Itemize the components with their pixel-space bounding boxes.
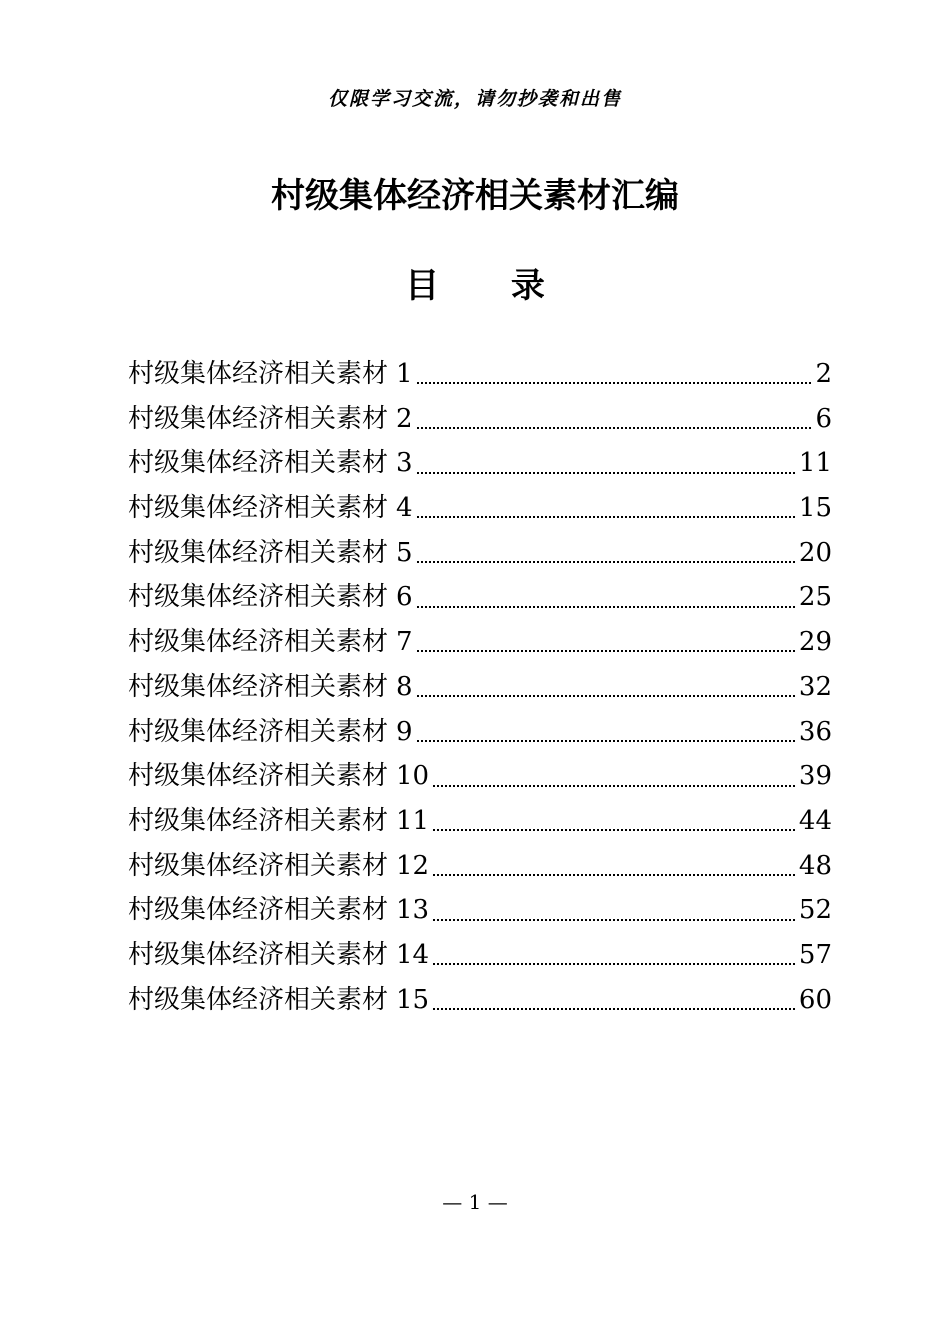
toc-entry-page: 11 (798, 448, 832, 479)
toc-entry-page: 36 (798, 716, 832, 747)
toc-entry[interactable] (128, 978, 832, 1023)
toc-entry-page: 48 (798, 850, 832, 881)
toc-entry-label: 村级集体经济相关素材 (128, 805, 389, 836)
toc-entry-page: 2 (815, 359, 832, 389)
dot-leader (433, 961, 795, 965)
toc-entry[interactable] (128, 620, 832, 665)
table-of-contents (128, 352, 832, 1022)
toc-entry-number: 1 (396, 359, 413, 389)
toc-entry[interactable] (128, 710, 832, 755)
toc-entry-number: 10 (396, 761, 430, 792)
toc-entry-number: 12 (396, 850, 430, 881)
dot-leader (433, 1006, 795, 1010)
dot-leader (433, 783, 795, 787)
toc-entry-number: 2 (396, 403, 413, 434)
toc-entry[interactable] (128, 531, 832, 576)
toc-entry[interactable] (128, 665, 832, 710)
dot-leader (433, 827, 795, 831)
dot-leader (417, 693, 795, 697)
dot-leader (417, 738, 795, 742)
toc-entry-page: 20 (798, 537, 832, 568)
dot-leader (417, 380, 812, 384)
dot-leader (417, 470, 795, 474)
toc-entry-number: 11 (396, 805, 430, 836)
toc-entry-number: 4 (396, 493, 413, 524)
toc-entry[interactable] (128, 844, 832, 889)
toc-entry-page: 32 (798, 671, 832, 702)
toc-entry[interactable] (128, 397, 832, 442)
toc-entry-label: 村级集体经济相关素材 (128, 448, 389, 479)
dot-leader (433, 872, 795, 876)
toc-entry-page: 39 (798, 761, 832, 792)
toc-entry[interactable] (128, 352, 832, 397)
page-number: — 1 — (442, 1190, 508, 1214)
toc-entry-page: 29 (798, 627, 832, 658)
toc-entry[interactable] (128, 799, 832, 844)
toc-heading: 目 录 (405, 266, 575, 306)
toc-entry-number: 9 (396, 716, 413, 747)
toc-entry-label: 村级集体经济相关素材 (128, 984, 389, 1015)
toc-entry-page: 60 (798, 984, 832, 1015)
dot-leader (417, 514, 795, 518)
toc-entry-label: 村级集体经济相关素材 (128, 493, 389, 524)
toc-entry-page: 15 (798, 493, 832, 524)
toc-entry-label: 村级集体经济相关素材 (128, 627, 389, 658)
toc-entry-label: 村级集体经济相关素材 (128, 850, 389, 881)
toc-entry-label: 村级集体经济相关素材 (128, 895, 389, 926)
toc-entry-number: 5 (396, 537, 413, 568)
toc-entry[interactable] (128, 486, 832, 531)
dot-leader (417, 425, 812, 429)
toc-entry[interactable] (128, 888, 832, 933)
toc-entry-number: 6 (396, 582, 413, 613)
toc-entry-label: 村级集体经济相关素材 (128, 403, 389, 434)
toc-entry-number: 13 (396, 895, 430, 926)
toc-entry-number: 15 (396, 984, 430, 1015)
document-title: 村级集体经济相关素材汇编 (271, 176, 679, 216)
toc-entry-page: 25 (798, 582, 832, 613)
toc-entry-label: 村级集体经济相关素材 (128, 582, 389, 613)
toc-entry-label: 村级集体经济相关素材 (128, 716, 389, 747)
dot-leader (417, 559, 795, 563)
dot-leader (417, 648, 795, 652)
toc-entry-label: 村级集体经济相关素材 (128, 537, 389, 568)
toc-entry-label: 村级集体经济相关素材 (128, 939, 389, 970)
toc-entry-page: 6 (815, 403, 832, 434)
dot-leader (433, 917, 795, 921)
toc-entry-page: 44 (798, 805, 832, 836)
toc-entry-label: 村级集体经济相关素材 (128, 359, 389, 389)
toc-entry-page: 52 (798, 895, 832, 926)
toc-entry-number: 7 (396, 627, 413, 658)
toc-entry-number: 3 (396, 448, 413, 479)
toc-entry[interactable] (128, 933, 832, 978)
toc-entry-label: 村级集体经济相关素材 (128, 671, 389, 702)
dot-leader (417, 604, 795, 608)
toc-entry-number: 14 (396, 939, 430, 970)
toc-entry[interactable] (128, 754, 832, 799)
toc-entry-number: 8 (396, 671, 413, 702)
toc-entry[interactable] (128, 575, 832, 620)
toc-entry[interactable] (128, 441, 832, 486)
toc-entry-page: 57 (798, 939, 832, 970)
toc-entry-label: 村级集体经济相关素材 (128, 761, 389, 792)
usage-notice: 仅限学习交流，请勿抄袭和出售 (327, 88, 622, 110)
